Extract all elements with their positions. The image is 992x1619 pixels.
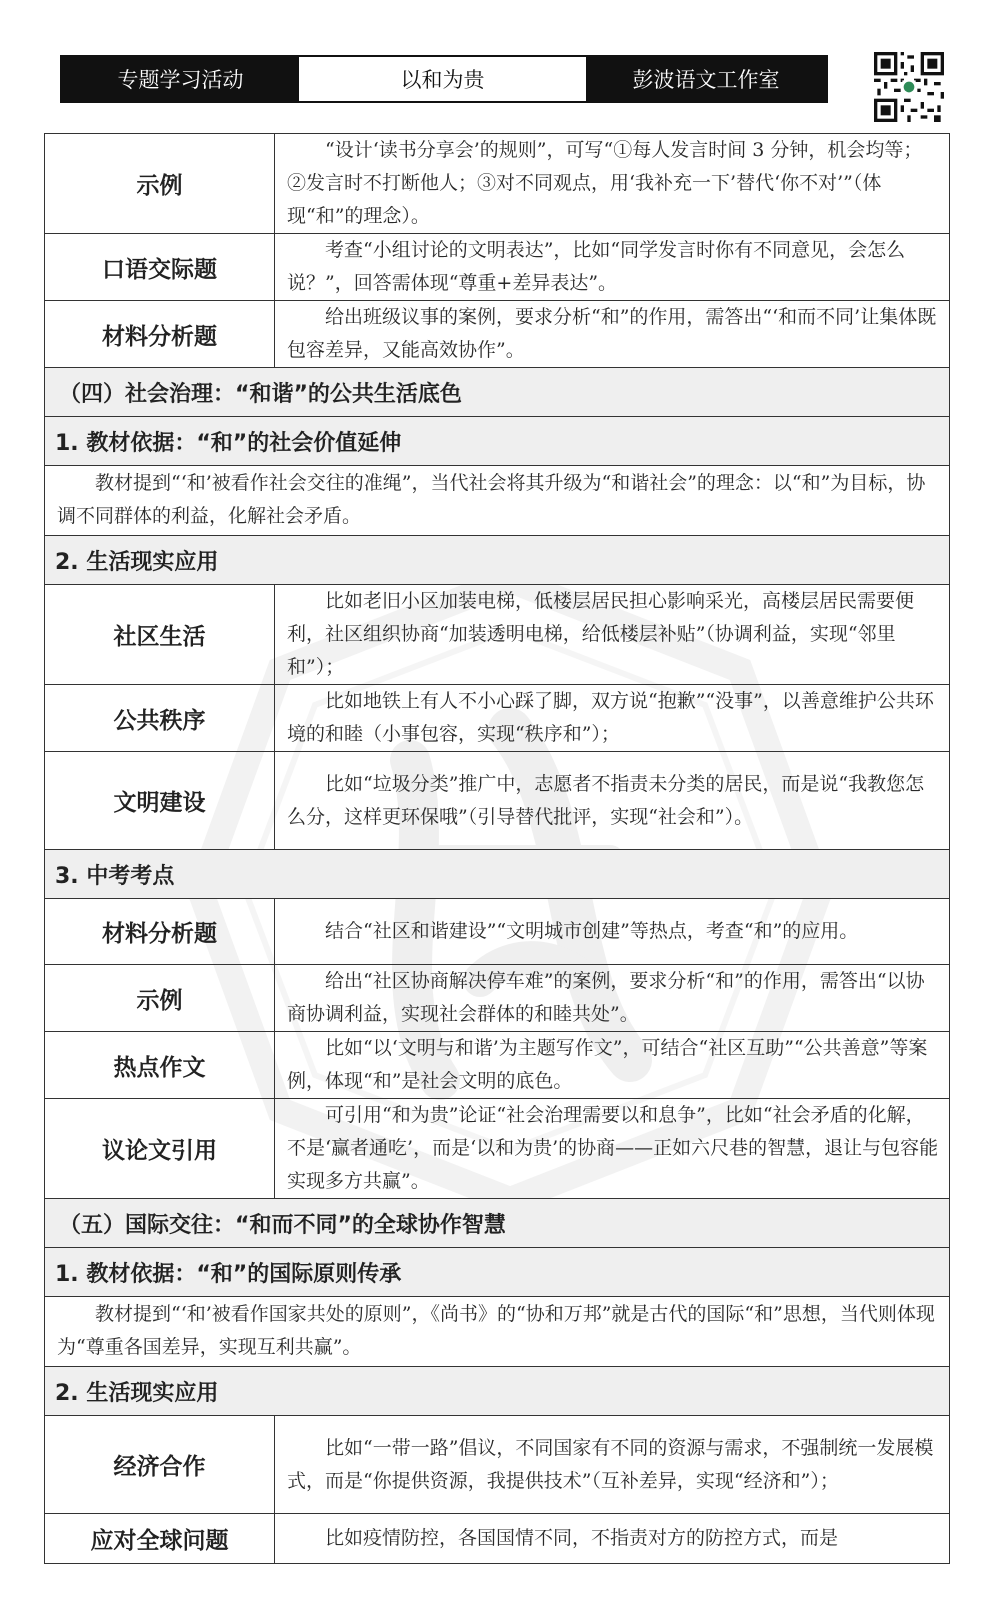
row-content: 比如地铁上有人不小心踩了脚，双方说“抱歉”“没事”，以善意维护公共环境的和睦（小事包容，实现“秩序和”）； — [275, 685, 950, 752]
row-content: 给出班级议事的案例，要求分析“和”的作用，需答出“‘和而不同’让集体既包容差异，又能高效协作”。 — [275, 301, 950, 368]
row-content: 结合“社区和谐建设”“文明城市创建”等热点，考查“和”的应用。 — [275, 899, 950, 965]
table-row — [45, 234, 950, 301]
row-label: 示例 — [45, 134, 275, 234]
row-label: 公共秩序 — [45, 685, 275, 752]
row-content: 给出“社区协商解决停车难”的案例，要求分析“和”的作用，需答出“以协商协调利益，实现社会群体的和睦共处”。 — [275, 965, 950, 1032]
subsection-heading: 2. 生活现实应用 — [45, 1367, 950, 1416]
section-heading-row — [45, 368, 950, 417]
section-heading: （五）国际交往：“和而不同”的全球协作智慧 — [45, 1199, 950, 1248]
table-row — [45, 752, 950, 850]
row-content: 考查“小组讨论的文明表达”，比如“同学发言时你有不同意见，会怎么说？”，回答需体现“尊重+差异表达”。 — [275, 234, 950, 301]
subsection-heading: 2. 生活现实应用 — [45, 536, 950, 585]
row-label: 社区生活 — [45, 585, 275, 685]
table-row — [45, 1514, 950, 1564]
header-topic-title: 以和为贵 — [299, 57, 586, 101]
row-content: 比如老旧小区加装电梯，低楼层居民担心影响采光，高楼层居民需要便利，社区组织协商“加装透明电梯，给低楼层补贴”（协调利益，实现“邻里和”）； — [275, 585, 950, 685]
row-label: 热点作文 — [45, 1032, 275, 1099]
table-row — [45, 301, 950, 368]
subsection-heading: 3. 中考考点 — [45, 850, 950, 899]
row-label: 应对全球问题 — [45, 1514, 275, 1564]
row-label: 经济合作 — [45, 1416, 275, 1514]
table-row — [45, 899, 950, 965]
table-row — [45, 1032, 950, 1099]
row-label: 口语交际题 — [45, 234, 275, 301]
subsection-heading: 1. 教材依据：“和”的社会价值延伸 — [45, 417, 950, 466]
row-label: 示例 — [45, 965, 275, 1032]
subsection-heading-row — [45, 1367, 950, 1416]
subsection-heading-row — [45, 417, 950, 466]
row-content: 比如“一带一路”倡议，不同国家有不同的资源与需求，不强制统一发展模式，而是“你提供资源，我提供技术”（互补差异，实现“经济和”）； — [275, 1416, 950, 1514]
paragraph-text: 教材提到“‘和’被看作社会交往的准绳”，当代社会将其升级为“和谐社会”的理念：以“和”为目标，协调不同群体的利益，化解社会矛盾。 — [45, 466, 950, 536]
content-table — [44, 133, 950, 1564]
qr-code-icon — [874, 52, 944, 122]
paragraph-text: 教材提到“‘和’被看作国家共处的原则”，《尚书》的“协和万邦”就是古代的国际“和”思想，当代则体现为“尊重各国差异，实现互利共赢”。 — [45, 1297, 950, 1367]
row-content: 比如疫情防控，各国国情不同，不指责对方的防控方式，而是 — [275, 1514, 950, 1564]
row-content: 可引用“和为贵”论证“社会治理需要以和息争”，比如“社会矛盾的化解，不是‘赢者通吃’，而是‘以和为贵’的协商——正如六尺巷的智慧，退让与包容能实现多方共赢”。 — [275, 1099, 950, 1199]
subsection-heading: 1. 教材依据：“和”的国际原则传承 — [45, 1248, 950, 1297]
paragraph-row — [45, 1297, 950, 1367]
subsection-heading-row — [45, 850, 950, 899]
row-content: 比如“垃圾分类”推广中，志愿者不指责未分类的居民，而是说“我教您怎么分，这样更环保哦”（引导替代批评，实现“社会和”）。 — [275, 752, 950, 850]
table-row — [45, 965, 950, 1032]
table-row — [45, 585, 950, 685]
row-label: 材料分析题 — [45, 899, 275, 965]
table-row — [45, 685, 950, 752]
subsection-heading-row — [45, 536, 950, 585]
row-content: “设计‘读书分享会’的规则”，可写“①每人发言时间 3 分钟，机会均等；②发言时不打断他人；③对不同观点，用‘我补充一下’替代‘你不对’”（体现“和”的理念）。 — [275, 134, 950, 234]
row-content: 比如“以‘文明与和谐’为主题写作文”，可结合“社区互助”“公共善意”等案例，体现“和”是社会文明的底色。 — [275, 1032, 950, 1099]
table-row — [45, 134, 950, 234]
header-studio-name: 彭波语文工作室 — [586, 57, 826, 101]
row-label: 文明建设 — [45, 752, 275, 850]
header-activity-label: 专题学习活动 — [62, 57, 299, 101]
table-row — [45, 1099, 950, 1199]
subsection-heading-row — [45, 1248, 950, 1297]
header-bar — [60, 55, 828, 103]
row-label: 议论文引用 — [45, 1099, 275, 1199]
section-heading: （四）社会治理：“和谐”的公共生活底色 — [45, 368, 950, 417]
table-row — [45, 1416, 950, 1514]
paragraph-row — [45, 466, 950, 536]
section-heading-row — [45, 1199, 950, 1248]
row-label: 材料分析题 — [45, 301, 275, 368]
